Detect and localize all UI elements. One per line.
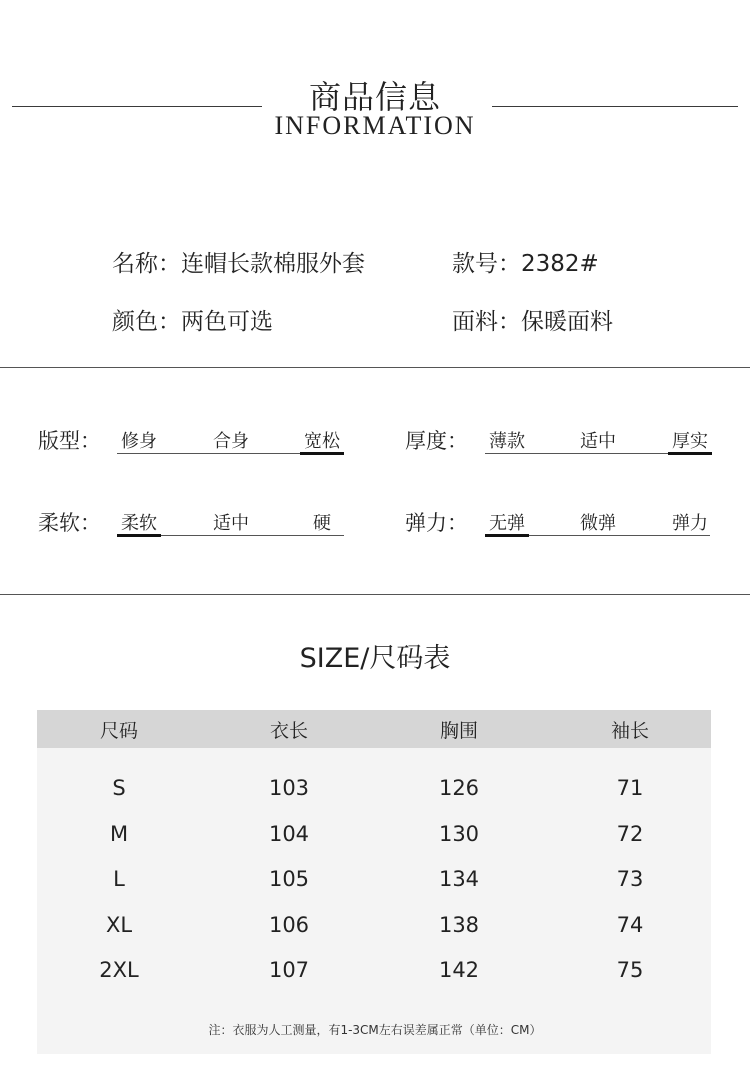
attribute-option: 合身 — [213, 431, 249, 452]
attribute-label: 厚度： — [405, 429, 468, 453]
size-table-title: SIZE/尺码表 — [299, 643, 451, 674]
table-cell: 71 — [616, 776, 644, 800]
attribute-option: 适中 — [213, 513, 249, 534]
table-cell: L — [113, 867, 125, 891]
table-cell: 73 — [616, 867, 644, 891]
table-cell: 74 — [616, 913, 644, 937]
table-cell: 130 — [438, 822, 480, 846]
selected-option-underline — [668, 452, 712, 455]
divider-bottom — [0, 594, 750, 595]
product-fabric: 面料：保暖面料 — [452, 309, 613, 335]
attribute-option: 弹力 — [672, 513, 708, 534]
table-cell: 107 — [268, 958, 310, 982]
attribute-option-selected: 柔软 — [121, 513, 157, 534]
attribute-label: 版型： — [38, 429, 101, 453]
table-cell: 72 — [616, 822, 644, 846]
page-subtitle: INFORMATION — [274, 111, 476, 140]
attribute-option: 硬 — [313, 513, 331, 534]
table-header-cell: 衣长 — [269, 720, 308, 742]
table-cell: 2XL — [99, 958, 139, 982]
table-cell: 75 — [616, 958, 644, 982]
table-cell: 105 — [268, 867, 310, 891]
attribute-option: 微弹 — [580, 513, 616, 534]
attribute-label: 柔软： — [38, 511, 101, 535]
style-number: 款号：2382# — [452, 251, 599, 277]
table-header-cell: 袖长 — [610, 720, 649, 742]
attribute-label: 弹力： — [405, 511, 468, 535]
table-header-cell: 尺码 — [99, 720, 138, 742]
table-cell: 106 — [268, 913, 310, 937]
table-header-cell: 胸围 — [439, 720, 478, 742]
attribute-option: 修身 — [121, 431, 157, 452]
selected-option-underline — [300, 452, 344, 455]
attribute-option: 适中 — [580, 431, 616, 452]
table-cell: 142 — [438, 958, 480, 982]
attribute-option: 薄款 — [489, 431, 525, 452]
table-cell: 138 — [438, 913, 480, 937]
product-name: 名称：连帽长款棉服外套 — [112, 251, 365, 277]
selected-option-underline — [117, 534, 161, 537]
page-title: 商品信息 — [308, 78, 441, 116]
attribute-option-selected: 无弹 — [489, 513, 525, 534]
table-cell: XL — [105, 913, 133, 937]
table-cell: 103 — [268, 776, 310, 800]
table-cell: 104 — [268, 822, 310, 846]
table-cell: 134 — [438, 867, 480, 891]
measurement-note: 注：衣服为人工测量，有1-3CM左右误差属正常（单位：CM） — [208, 1023, 542, 1037]
table-cell: S — [112, 776, 126, 800]
table-cell: 126 — [438, 776, 480, 800]
divider-top — [0, 367, 750, 368]
attribute-option-selected: 厚实 — [672, 431, 708, 452]
attribute-option-selected: 宽松 — [304, 431, 340, 452]
product-color: 颜色：两色可选 — [112, 309, 273, 335]
table-cell: M — [109, 822, 129, 846]
selected-option-underline — [485, 534, 529, 537]
